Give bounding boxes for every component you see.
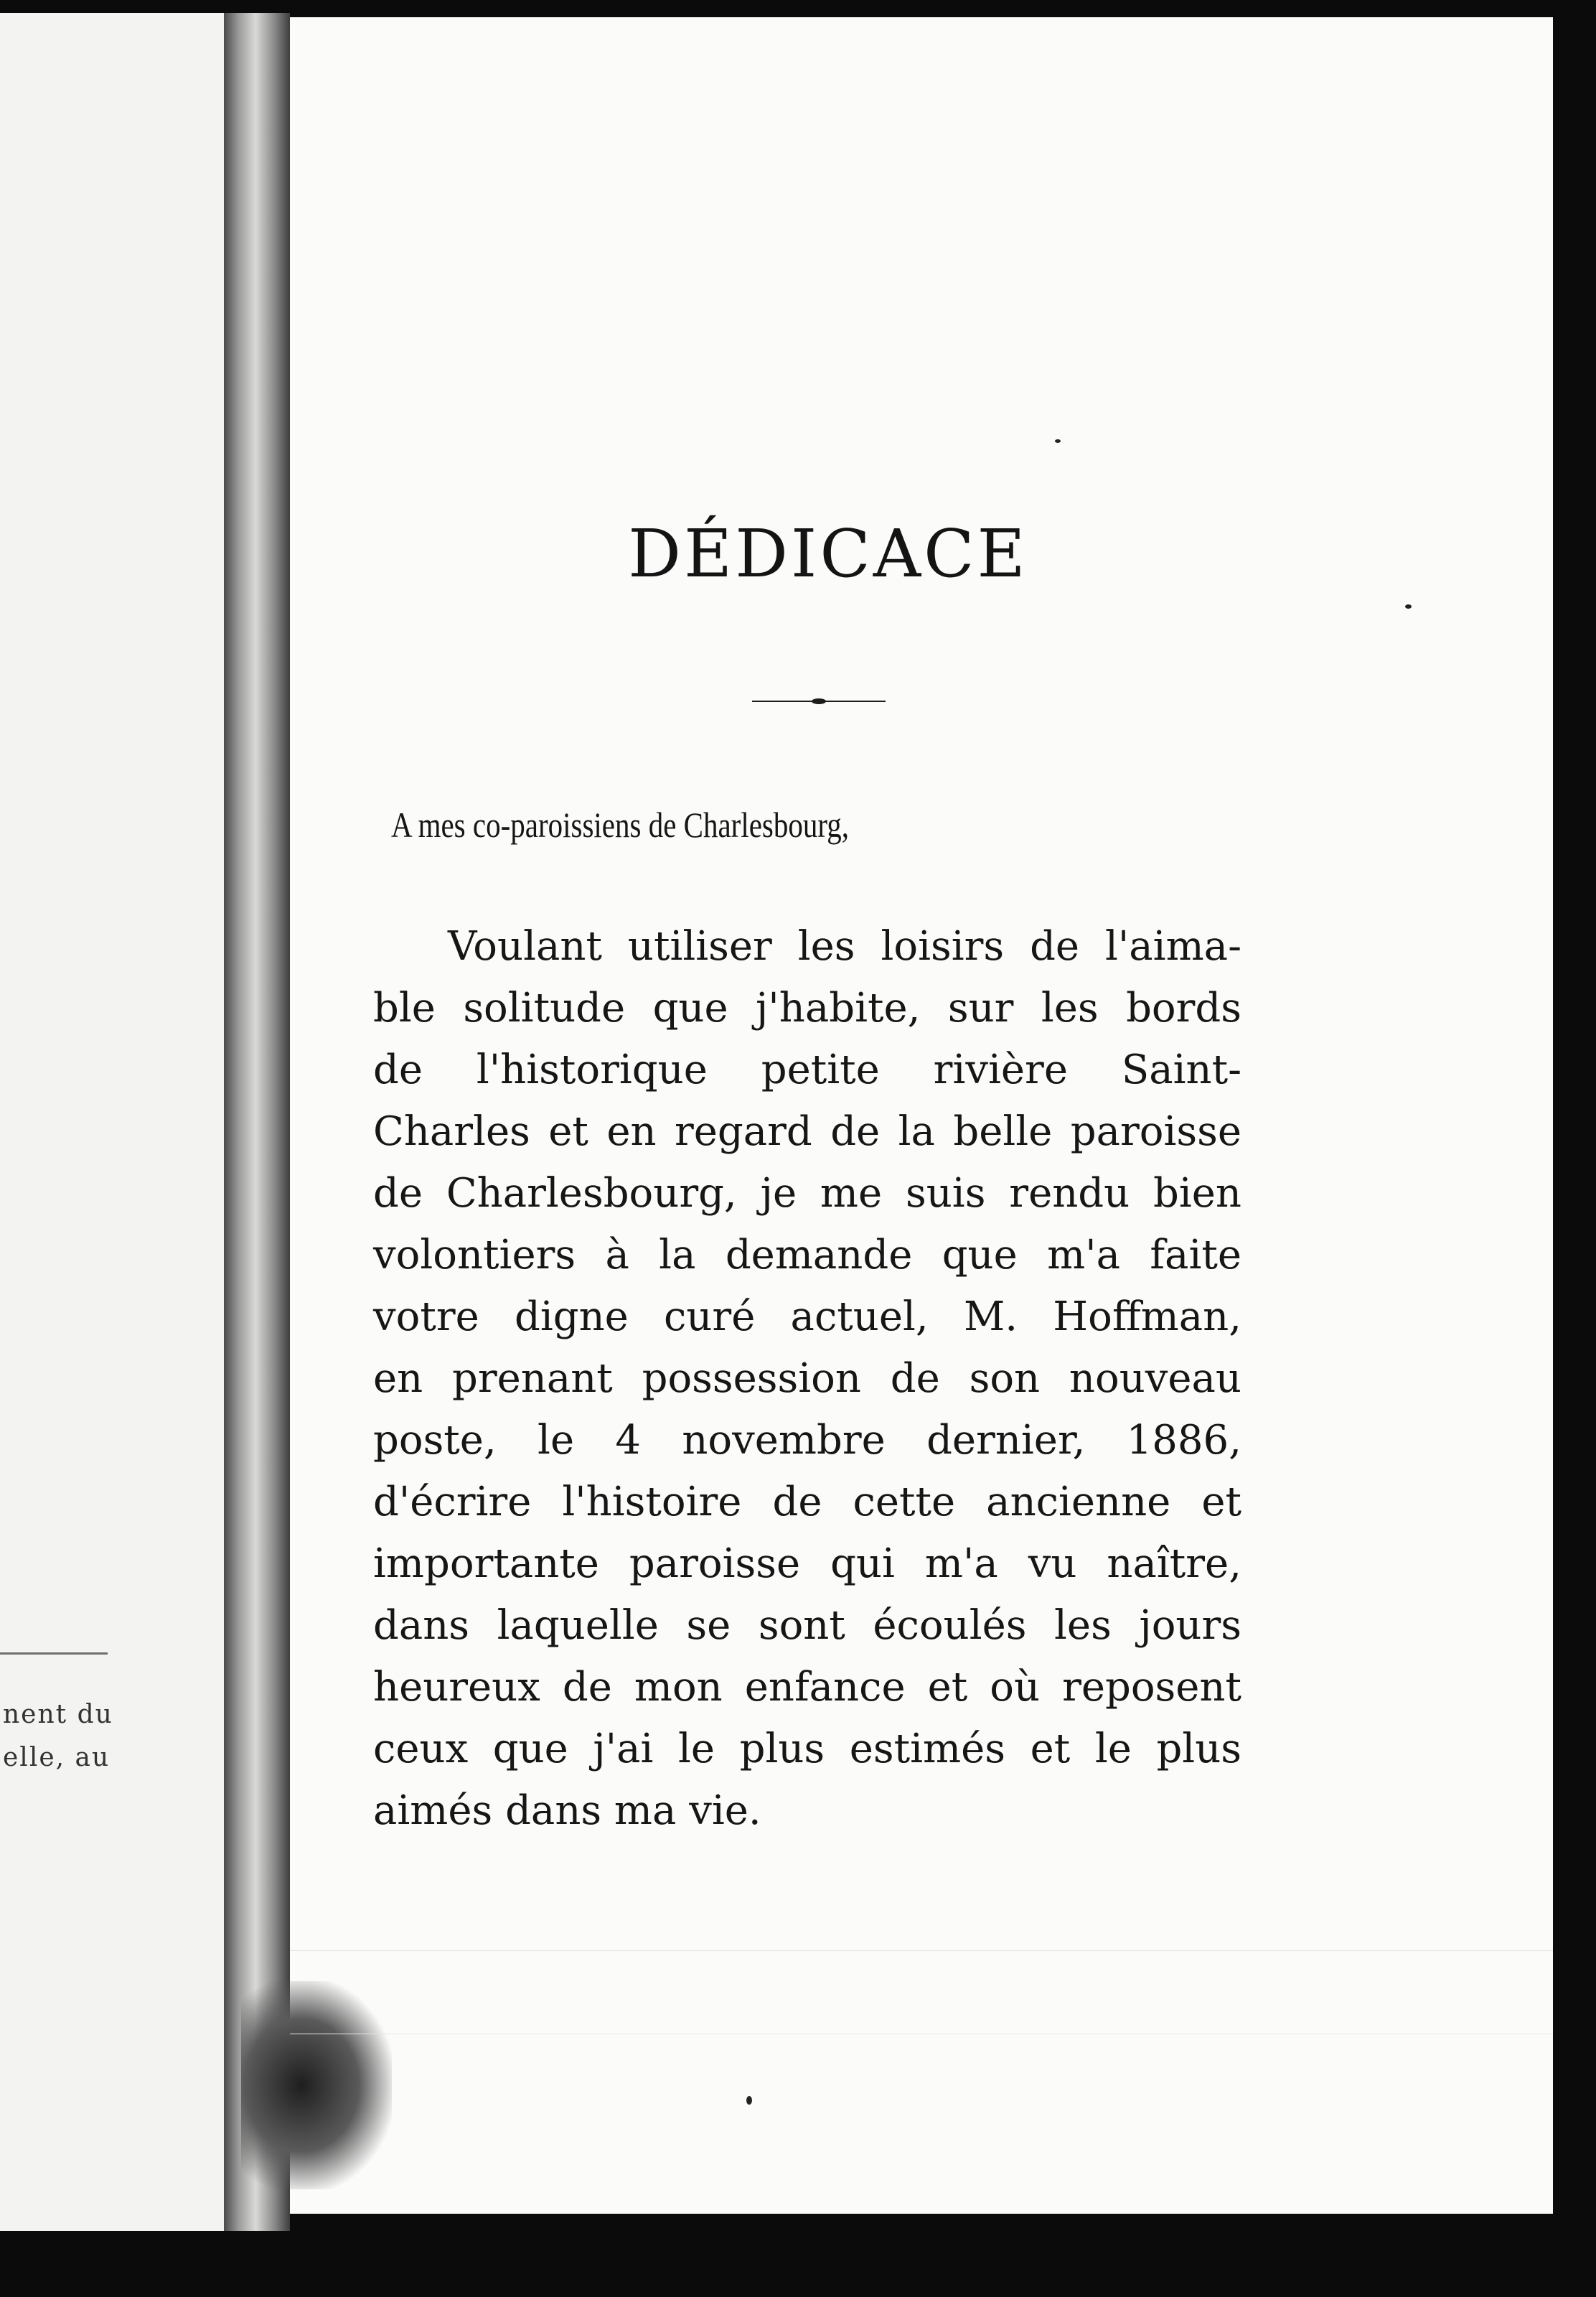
page-crease — [290, 1950, 1553, 1951]
text-line: de l'historique petite rivière Saint- — [373, 1047, 1241, 1093]
ornament-bar-right — [825, 701, 886, 702]
dedication-text — [373, 916, 1241, 1842]
text-line: ceux que j'ai le plus estimés et le plus — [373, 1726, 1241, 1772]
text-line: importante paroisse qui m'a vu naître, — [373, 1540, 1241, 1587]
ornament-center — [812, 698, 826, 704]
ornament-bar-left — [752, 701, 812, 702]
text-line: ble solitude que j'habite, sur les bords — [373, 985, 1241, 1031]
previous-page-footnote-rule — [0, 1652, 108, 1655]
paper-speck — [746, 2096, 752, 2105]
previous-page-footnote-line: elle, au — [3, 1743, 111, 1772]
text-line: heureux de mon enfance et où reposent — [373, 1664, 1241, 1711]
page-title: DÉDICACE — [628, 515, 1028, 592]
text-line: Voulant utiliser les loisirs de l'aima- — [448, 923, 1241, 970]
text-line: volontiers à la demande que m'a faite — [373, 1232, 1241, 1278]
text-line: poste, le 4 novembre dernier, 1886, — [373, 1417, 1241, 1464]
text-line: aimés dans ma vie. — [373, 1787, 761, 1834]
previous-page — [0, 13, 248, 2231]
text-line: dans laquelle se sont écoulés les jours — [373, 1602, 1241, 1649]
text-line: en prenant possession de son nouveau — [373, 1355, 1241, 1402]
text-line: Charles et en regard de la belle paroisse — [373, 1108, 1241, 1155]
scan-border-bottom — [0, 2231, 1596, 2297]
paper-speck — [1055, 439, 1061, 443]
text-line: votre digne curé actuel, M. Hoffman, — [373, 1293, 1241, 1340]
text-line: de Charlesbourg, je me suis rendu bien — [373, 1170, 1241, 1217]
salutation: A mes co-paroissiens de Charlesbourg, — [391, 805, 850, 845]
book-gutter — [224, 13, 290, 2238]
previous-page-footnote-line: nent du — [3, 1700, 113, 1729]
text-line: d'écrire l'histoire de cette ancienne et — [373, 1479, 1241, 1525]
ornamental-rule — [752, 696, 886, 706]
binding-shadow — [241, 1981, 392, 2189]
paper-speck — [1405, 604, 1412, 609]
